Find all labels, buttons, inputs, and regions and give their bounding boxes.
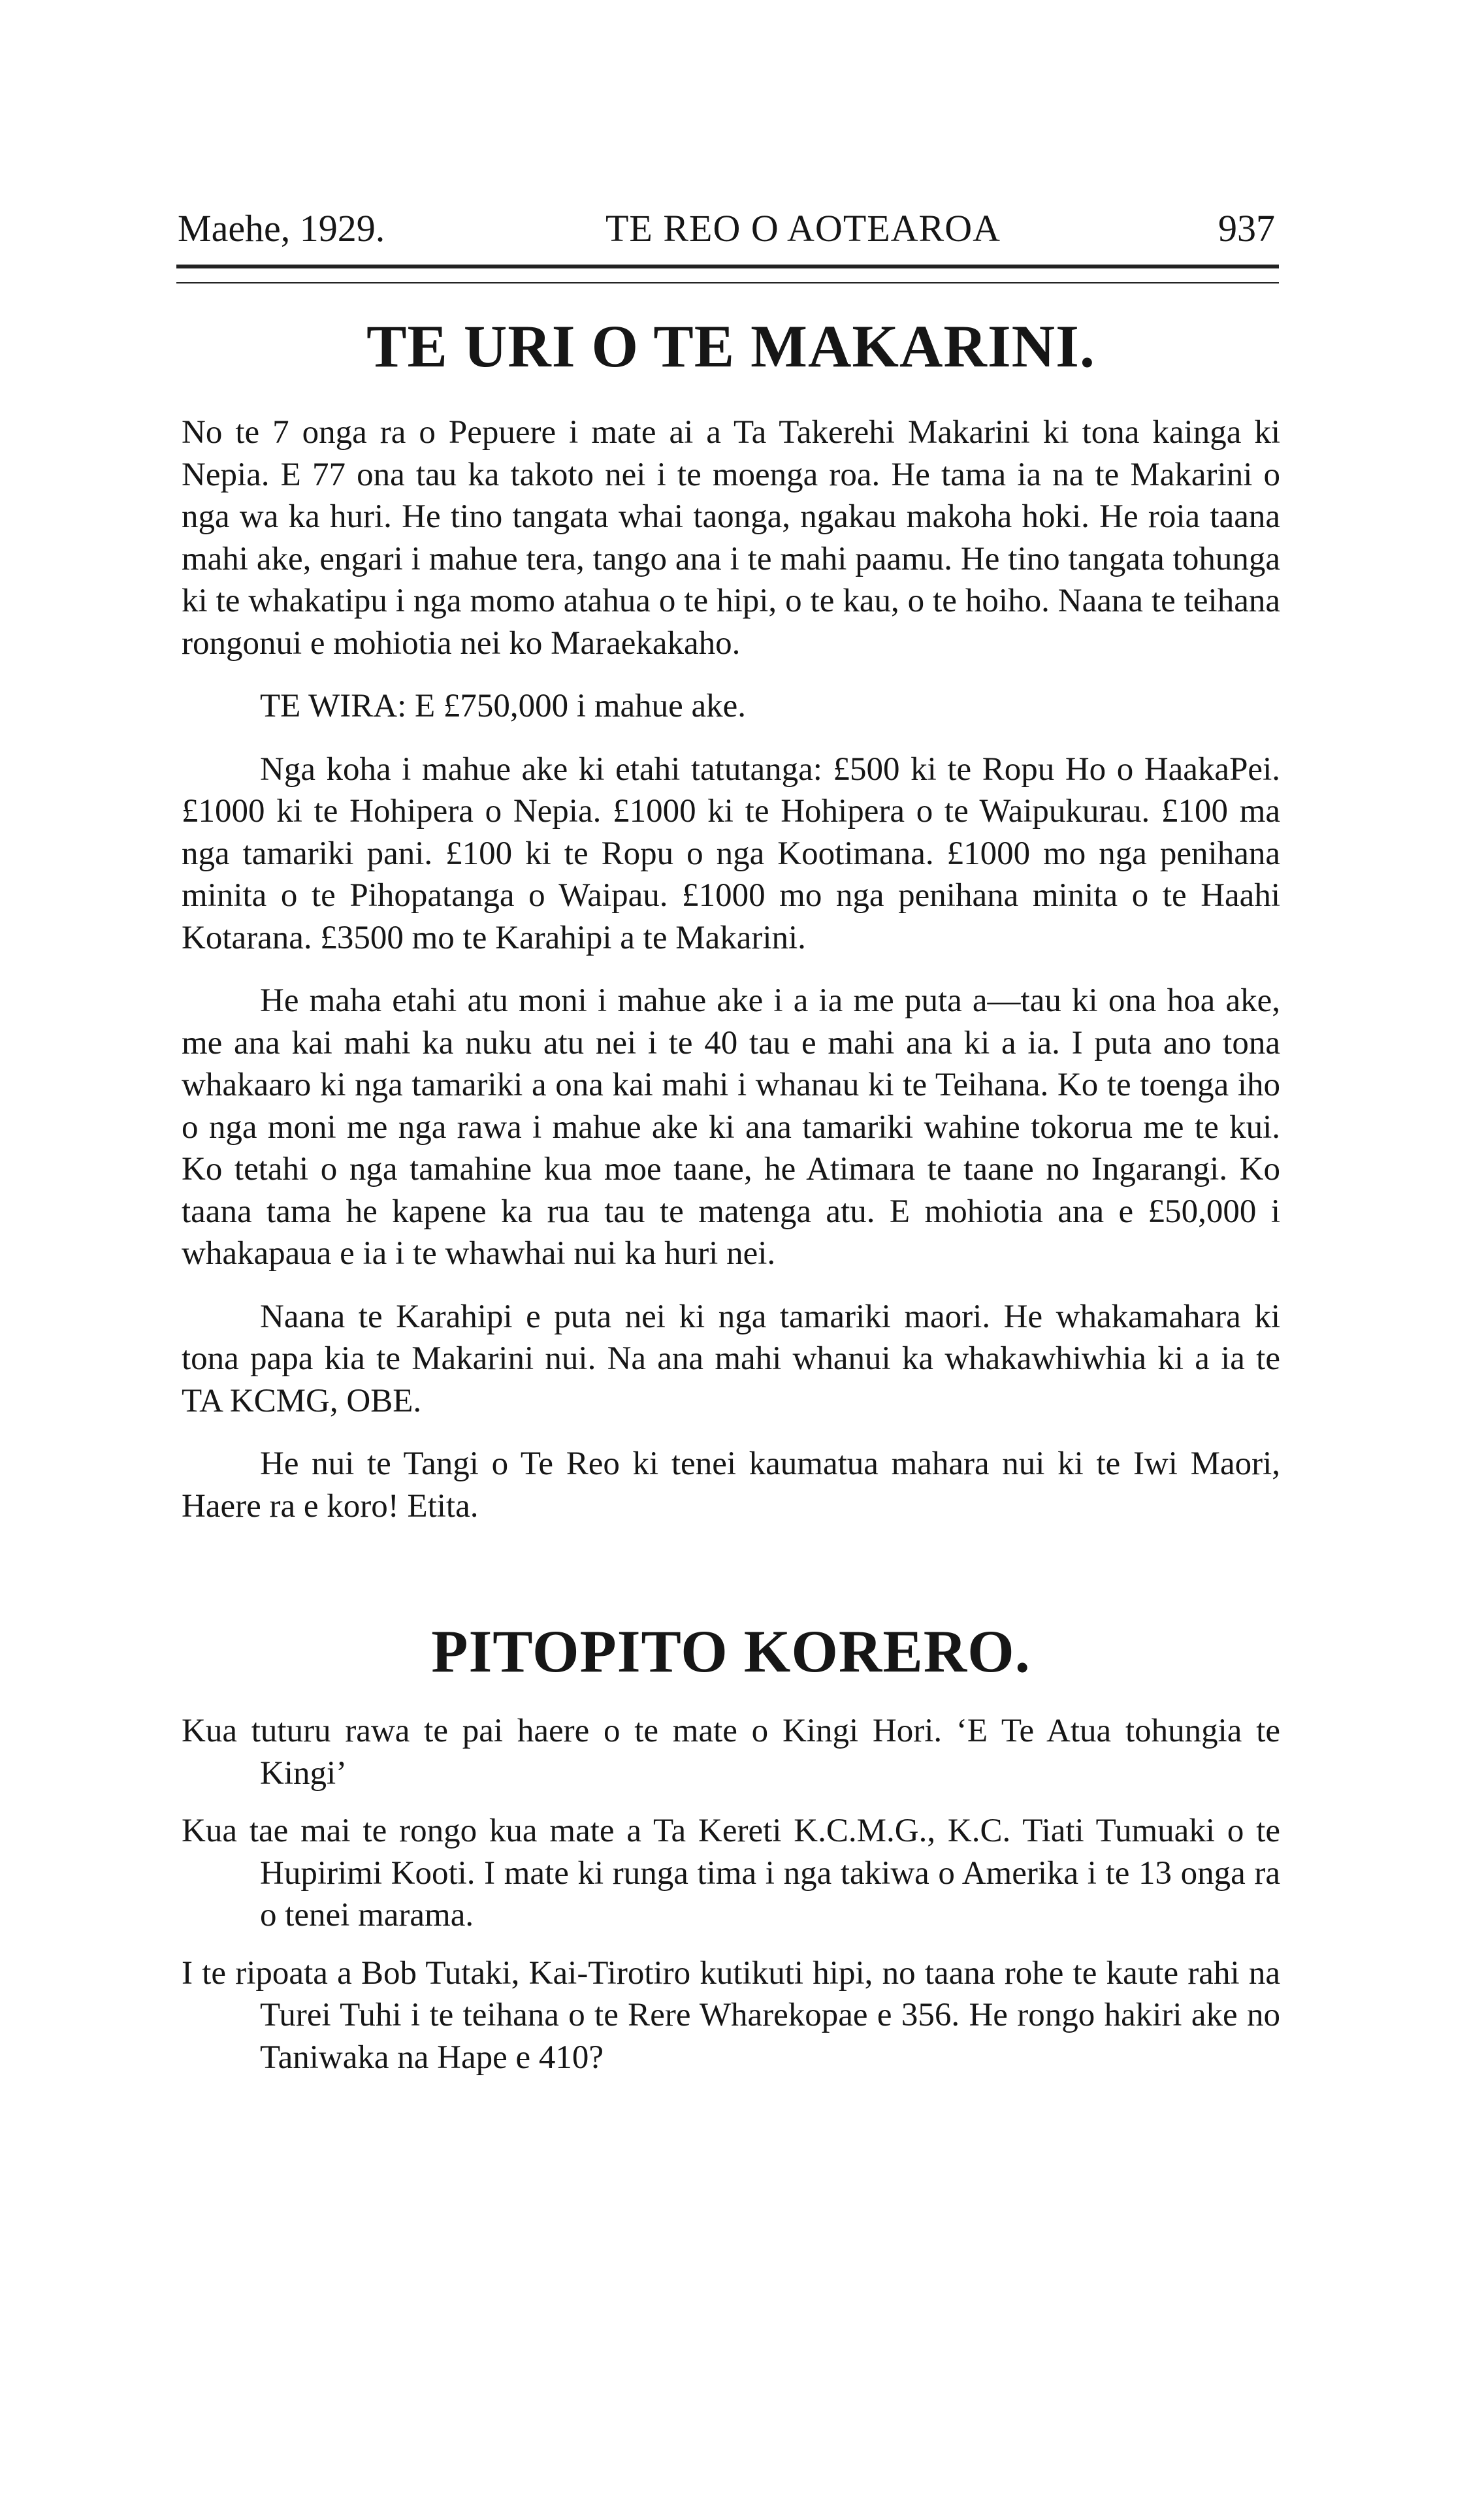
news-item: Kua tae mai te rongo kua mate a Ta Kereti K.C.M.G., K.C. Tiati Tumuaki o te Hupirimi Kooti. I mate ki runga tima i nga takiwa o Amerika i te 13 onga ra o tenei marama. xyxy=(182,1813,1280,1933)
obituary-paragraph: No te 7 onga ra o Pepuere i mate ai a Ta Takerehi Makarini ki tona kainga ki Nepia. E 77 ona tau ka takoto nei i te moenga roa. He tama ia na te Makarini o nga wa ka huri. He tino tangata whai taonga, ngakau makoha hoki. He roia taana mahi ake, engari i mahue tera, tango ana i te mahi paamu. He tino tangata tohunga ki te whakatipu i nga momo atahua o te hipi, o te kau, o te hoiho. Naana te teihana rongonui e mohiotia nei ko Maraekakaho. xyxy=(182,414,1280,662)
news-heading: PITOPITO KORERO. xyxy=(431,1618,1031,1685)
obituary-paragraph: He maha etahi atu moni i mahue ake i a ia me puta a—tau ki ona hoa ake, me ana kai mahi ka nuku atu nei i te 40 tau e mahi ana ki a ia. I puta ano tona whakaaro ki nga tamariki a ona kai mahi i whanau ki te Teihana. Ko te toenga iho o nga moni me nga rawa i mahue ake ki ana tamariki wahine tokorua me te kui. Ko tetahi o nga tamahine kua moe taane, he Atimara te taane no Ingarangi. Ko taana tama he kapene ka rua tau te matenga atu. E mohiotia ana e £50,000 i whakapaua e ia i te whawhai nui ka huri nei. xyxy=(182,982,1280,1272)
obituary-paragraph: He nui te Tangi o Te Reo ki tenei kaumatua mahara nui ki te Iwi Maori, Haere ra e koro! Etita. xyxy=(182,1446,1280,1525)
issue-date: Maehe, 1929. xyxy=(178,207,385,250)
obituary-paragraph: TE WIRA: E £750,000 i mahue ake. xyxy=(260,688,747,724)
running-head xyxy=(178,202,1275,255)
header-rule-thin xyxy=(176,282,1279,283)
news-item: I te ripoata a Bob Tutaki, Kai-Tirotiro kutikuti hipi, no taana rohe te kaute rahi na Turei Tuhi i te teihana o te Rere Wharekopae e 356. He rongo hakiri ake no Taniwaka na Hape e 410? xyxy=(182,1954,1280,2076)
obituary-paragraph: Nga koha i mahue ake ki etahi tatutanga: £500 ki te Ropu Ho o HaakaPei. £1000 ki te Hohipera o Nepia. £1000 ki te Hohipera o te Waipukurau. £100 ma nga tamariki pani. £100 ki te Ropu o nga Kootimana. £1000 mo nga penihana minita o te Pihopatanga o Waipau. £1000 mo nga penihana minita o te Haahi Kotarana. £3500 mo te Karahipi a te Makarini. xyxy=(182,751,1280,956)
text-column xyxy=(182,307,1280,2094)
header-rule-thick xyxy=(176,265,1279,268)
obituary-paragraph: Naana te Karahipi e puta nei ki nga tamariki maori. He whakamahara ki tona papa kia te Makarini nui. Na ana mahi whanui ka whakawhiwhia ki a ia te TA KCMG, OBE. xyxy=(182,1298,1280,1419)
obituary-heading: TE URI O TE MAKARINI. xyxy=(366,313,1095,380)
journal-title: TE REO O AOTEAROA xyxy=(605,207,1001,250)
page-number: 937 xyxy=(1218,207,1275,250)
news-item: Kua tuturu rawa te pai haere o te mate o Kingi Hori. ‘E Te Atua tohungia te Kingi’ xyxy=(182,1713,1280,1792)
